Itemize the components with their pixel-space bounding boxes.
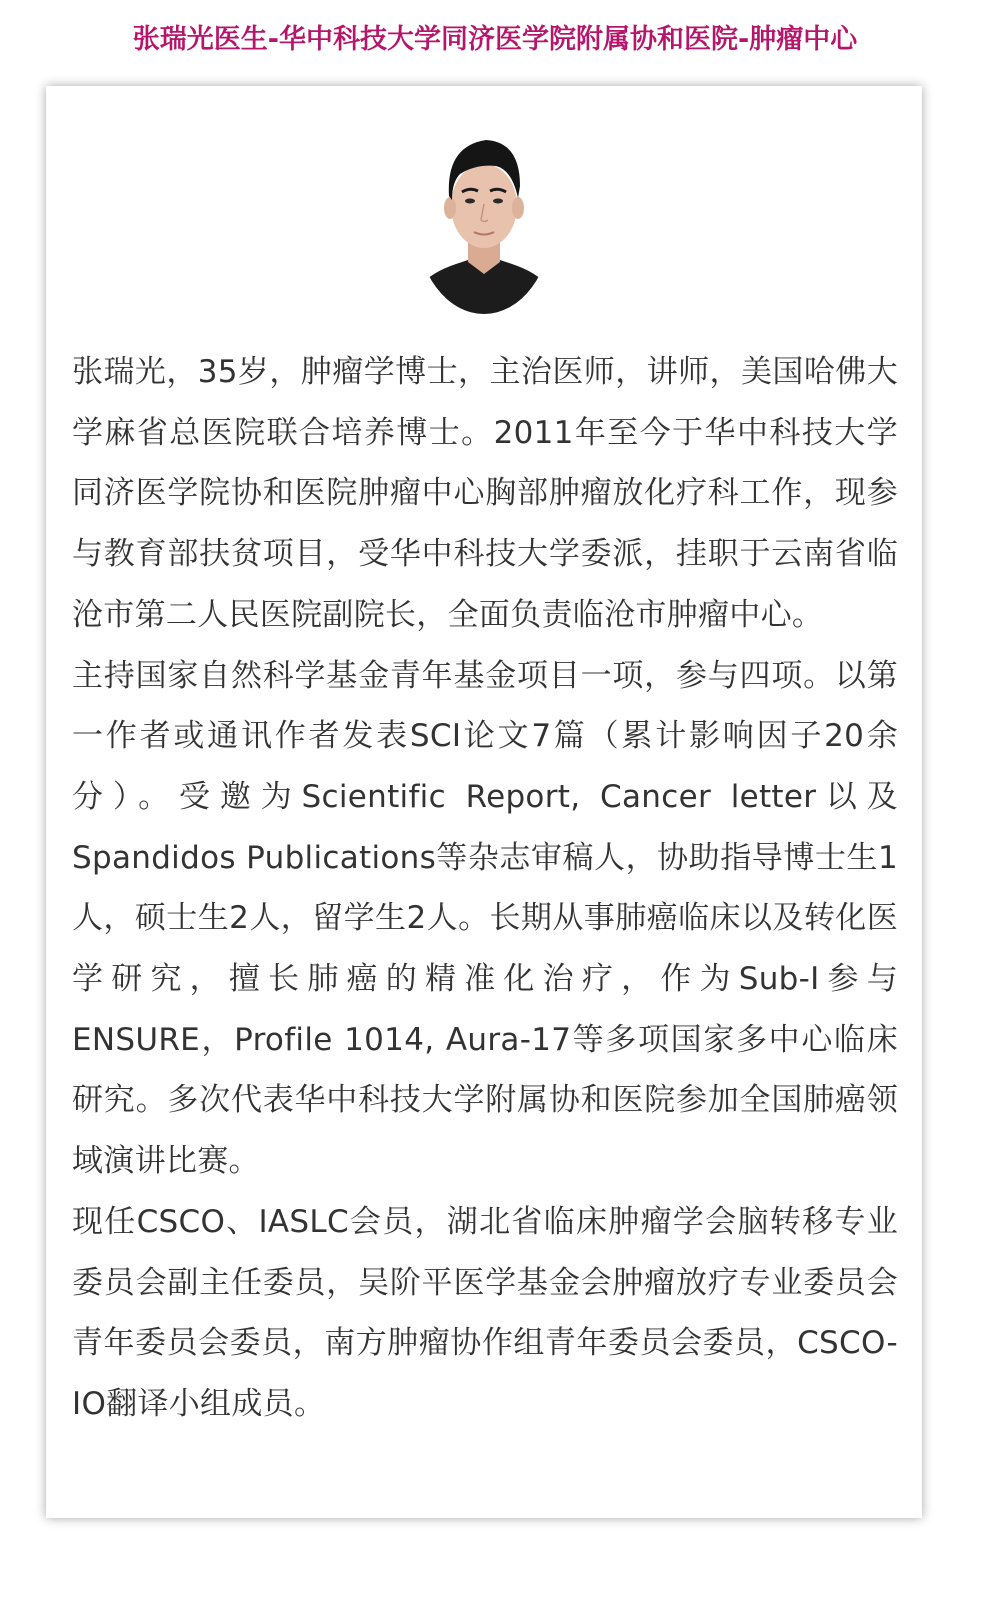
doctor-portrait-icon: [416, 124, 552, 314]
bio-paragraph-intro: 张瑞光，35岁，肿瘤学博士，主治医师，讲师，美国哈佛大学麻省总医院联合培养博士。2011年至今于华中科技大学同济医学院协和医院肿瘤中心胸部肿瘤放化疗科工作，现参与教育部扶贫项目，受华中科技大学委派，挂职于云南省临沧市第二人民医院副院长，全面负责临沧市肿瘤中心。: [72, 354, 898, 633]
doctor-profile-card: [46, 86, 922, 1518]
page-title: 张瑞光医生-华中科技大学同济医学院附属协和医院-肿瘤中心: [132, 24, 858, 55]
bio-paragraph-positions: 现任CSCO、IASLC会员，湖北省临床肿瘤学会脑转移专业委员会副主任委员，吴阶平医学基金会肿瘤放疗专业委员会青年委员会委员，南方肿瘤协作组青年委员会委员，CSCO-IO翻译小组成员。: [72, 1203, 898, 1422]
doctor-bio: [72, 342, 898, 1435]
bio-paragraph-research: 主持国家自然科学基金青年基金项目一项，参与四项。以第一作者或通讯作者发表SCI论文7篇（累计影响因子20余分）。受邀为Scientific Report, Cancer letter以及Spandidos Publications等杂志审稿人，协助指导博士生1人，硕士生2人，留学生2人。长期从事肺癌临床以及转化医学研究，擅长肺癌的精准化治疗，作为Sub-I参与ENSURE，Profile 1014, Aura-17等多项国家多中心临床研究。多次代表华中科技大学附属协和医院参加全国肺癌领域演讲比赛。: [72, 657, 898, 1180]
